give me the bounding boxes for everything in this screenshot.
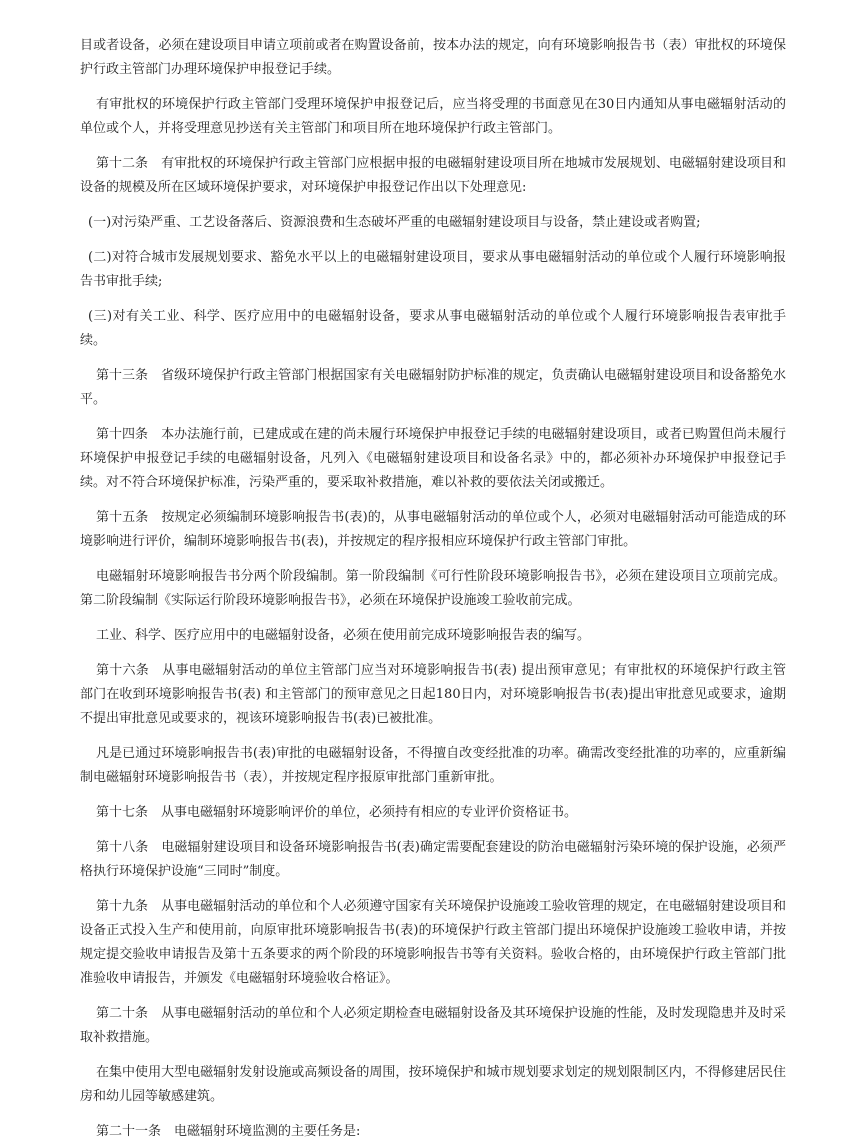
- paragraph: 在集中使用大型电磁辐射发射设施或高频设备的周围，按环境保护和城市规划要求划定的规划限制区内，不得修建居民住房和幼儿园等敏感建筑。: [80, 1065, 786, 1104]
- article-20: 第二十条 从事电磁辐射活动的单位和个人必须定期检查电磁辐射设备及其环境保护设施的性能，及时发现隐患并及时采取补救措施。: [80, 1006, 786, 1045]
- paragraph: 凡是已通过环境影响报告书(表)审批的电磁辐射设备，不得擅自改变经批准的功率。确需改变经批准的功率的，应重新编制电磁辐射环境影响报告书（表），并按规定程序报原审批部门重新审批。: [80, 746, 786, 785]
- article-15: 第十五条 按规定必须编制环境影响报告书(表)的，从事电磁辐射活动的单位或个人，必须对电磁辐射活动可能造成的环境影响进行评价，编制环境影响报告书(表)，并按规定的程序报相应环境保护行政主管部门审批。: [80, 510, 786, 549]
- paragraph: 工业、科学、医疗应用中的电磁辐射设备，必须在使用前完成环境影响报告表的编写。: [96, 628, 591, 643]
- article-14: 第十四条 本办法施行前，已建成或在建的尚未履行环境保护申报登记手续的电磁辐射建设项目，或者已购置但尚未履行环境保护申报登记手续的电磁辐射设备，凡列入《电磁辐射建设项目和设备名录》中的，都必须补办环境保护申报登记手续。对不符合环境保护标准，污染严重的，要采取补救措施，难以补救的要依法关闭或搬迁。: [80, 427, 786, 490]
- list-item: (三)对有关工业、科学、医疗应用中的电磁辐射设备，要求从事电磁辐射活动的单位或个人履行环境影响报告表审批手续。: [80, 309, 786, 348]
- article-21: 第二十一条 电磁辐射环境监测的主要任务是:: [96, 1124, 361, 1139]
- list-item: (一)对污染严重、工艺设备落后、资源浪费和生态破坏严重的电磁辐射建设项目与设备，禁止建设或者购置;: [88, 215, 701, 230]
- paragraph: 电磁辐射环境影响报告书分两个阶段编制。第一阶段编制《可行性阶段环境影响报告书》，必须在建设项目立项前完成。第二阶段编制《实际运行阶段环境影响报告书》，必须在环境保护设施竣工验收前完成。: [80, 569, 786, 608]
- article-16: 第十六条 从事电磁辐射活动的单位主管部门应当对环境影响报告书(表) 提出预审意见；有审批权的环境保护行政主管部门在收到环境影响报告书(表) 和主管部门的预审意见之日起180日内，对环境影响报告书(表)提出审批意见或要求，逾期不提出审批意见或要求的，视该环境影响报告书(表)已被批准。: [80, 663, 786, 726]
- article-17: 第十七条 从事电磁辐射环境影响评价的单位，必须持有相应的专业评价资格证书。: [96, 805, 578, 820]
- article-18: 第十八条 电磁辐射建设项目和设备环境影响报告书(表)确定需要配套建设的防治电磁辐射污染环境的保护设施，必须严格执行环境保护设施“三同时”制度。: [80, 840, 786, 879]
- list-item: (二)对符合城市发展规划要求、豁免水平以上的电磁辐射建设项目，要求从事电磁辐射活动的单位或个人履行环境影响报告书审批手续;: [80, 250, 786, 289]
- paragraph: 有审批权的环境保护行政主管部门受理环境保护申报登记后，应当将受理的书面意见在30日内通知从事电磁辐射活动的单位或个人，并将受理意见抄送有关主管部门和项目所在地环境保护行政主管部门。: [80, 97, 786, 136]
- article-13: 第十三条 省级环境保护行政主管部门根据国家有关电磁辐射防护标准的规定，负责确认电磁辐射建设项目和设备豁免水平。: [80, 368, 786, 407]
- paragraph: 目或者设备，必须在建设项目申请立项前或者在购置设备前，按本办法的规定，向有环境影响报告书（表）审批权的环境保护行政主管部门办理环境保护申报登记手续。: [80, 38, 786, 77]
- article-19: 第十九条 从事电磁辐射活动的单位和个人必须遵守国家有关环境保护设施竣工验收管理的规定，在电磁辐射建设项目和设备正式投入生产和使用前，向原审批环境影响报告书(表)的环境保护行政主管部门提出环境保护设施竣工验收申请，并按规定提交验收申请报告及第十五条要求的两个阶段的环境影响报告书等有关资料。验收合格的，由环境保护行政主管部门批准验收申请报告，并颁发《电磁辐射环境验收合格证》。: [80, 899, 786, 986]
- article-12: 第十二条 有审批权的环境保护行政主管部门应根据申报的电磁辐射建设项目所在地城市发展规划、电磁辐射建设项目和设备的规模及所在区域环境保护要求，对环境保护申报登记作出以下处理意见:: [80, 156, 786, 195]
